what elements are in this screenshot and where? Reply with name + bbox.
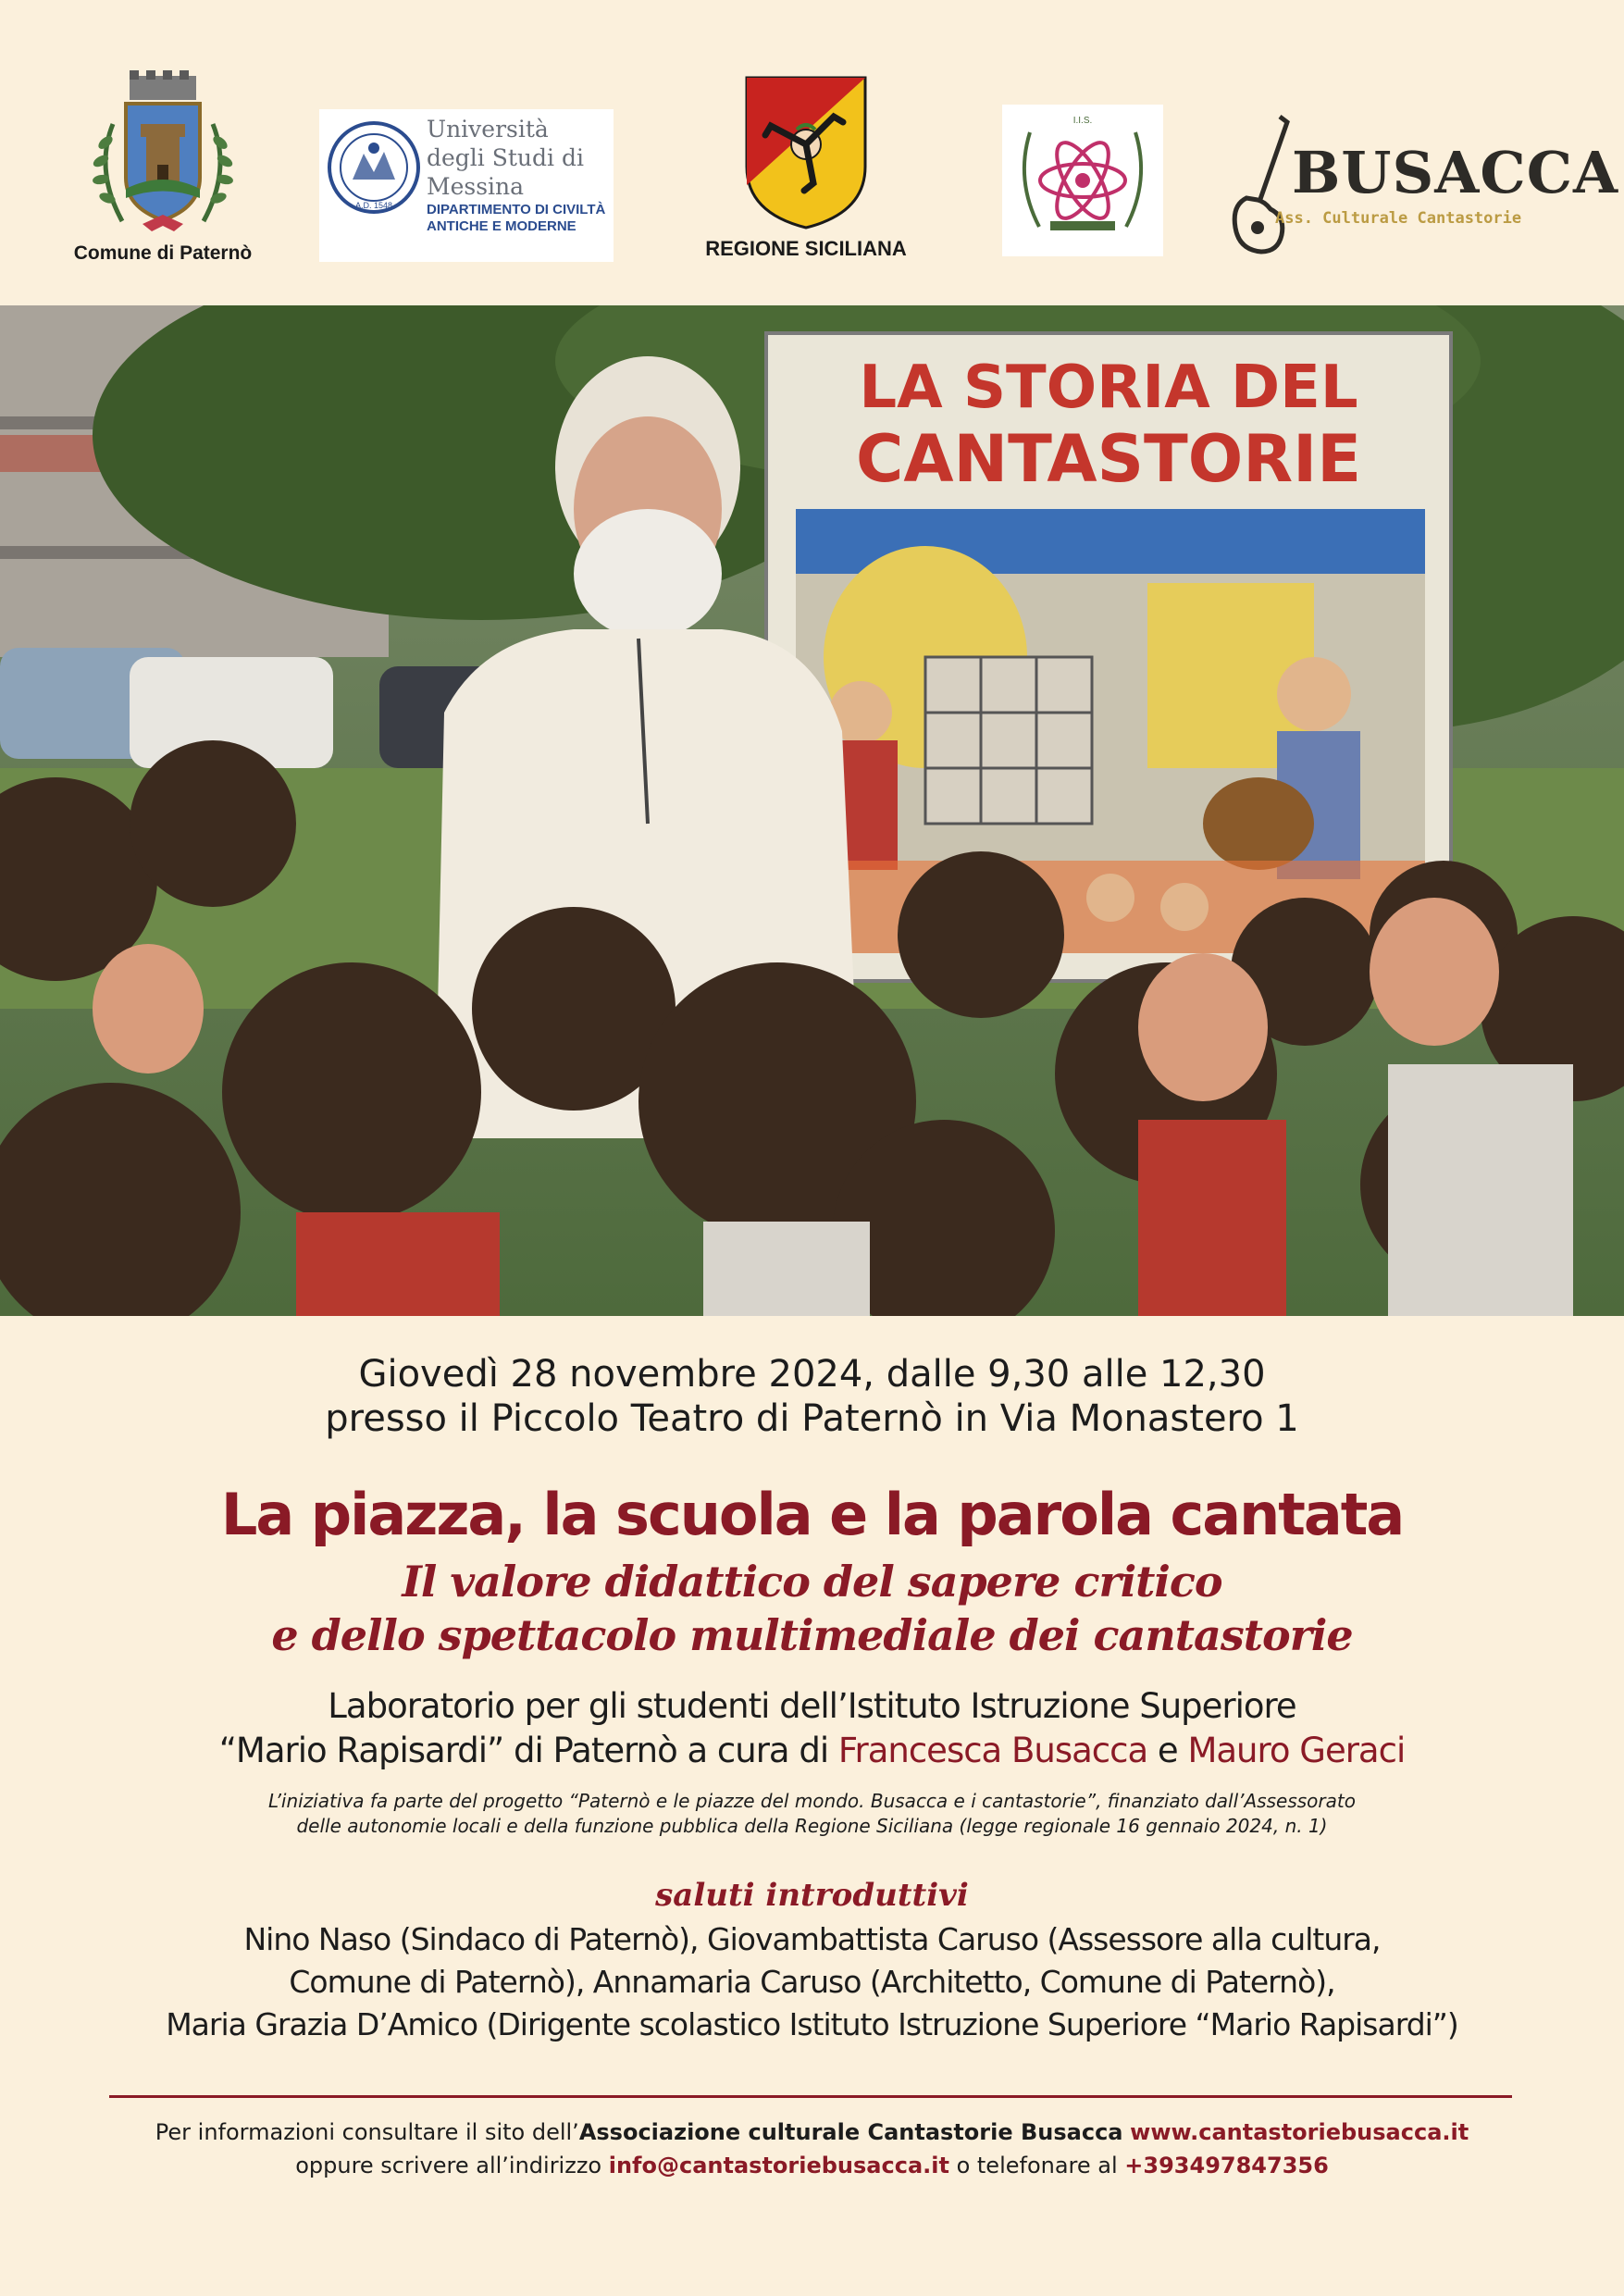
lab-text: “Mario Rapisardi” di Paternò a cura di — [218, 1731, 838, 1770]
unime-seal-icon — [327, 120, 421, 215]
banner-line: CANTASTORIE — [855, 421, 1362, 497]
project-note: L’iniziativa fa parte del progetto “Paternò e le piazze del mondo. Busacca e i cantastorie”, finanziato dall’Assessorato — [268, 1790, 1356, 1812]
divider — [109, 2095, 1512, 2098]
unime-seal-text: A.D. 1548 — [354, 201, 393, 210]
busacca-name: BUSACCA — [1292, 139, 1619, 206]
unime-name-line: Messina — [427, 173, 525, 200]
info-text: Per informazioni consultare il sito dell’ — [155, 2119, 579, 2145]
unime-name — [427, 115, 584, 201]
regione-caption: REGIONE SICILIANA — [705, 237, 907, 260]
saluti-line: Comune di Paternò), Annamaria Caruso (Architetto, Comune di Paternò), — [289, 1964, 1335, 2000]
lab-text: e — [1147, 1731, 1188, 1770]
istituto-logo-icon — [1002, 105, 1163, 256]
lab-curators-line — [0, 1731, 1624, 1770]
lab-description: Laboratorio per gli studenti dell’Istituto Istruzione Superiore — [328, 1686, 1296, 1726]
saluti-line: Maria Grazia D’Amico (Dirigente scolastico Istituto Istruzione Superiore “Mario Rapisardi”) — [166, 2006, 1458, 2042]
event-subtitle: Il valore didattico del sapere critico — [402, 1557, 1222, 1607]
event-date: Giovedì 28 novembre 2024, dalle 9,30 alle 12,30 — [358, 1353, 1266, 1396]
info-text: o telefonare al — [948, 2153, 1125, 2178]
banner-line: LA STORIA DEL — [859, 354, 1358, 422]
info-text: oppure scrivere all’indirizzo — [295, 2153, 609, 2178]
event-place: presso il Piccolo Teatro di Paternò in Via Monastero 1 — [325, 1397, 1299, 1440]
guitar-icon — [1226, 113, 1300, 261]
event-photo — [0, 305, 1624, 1316]
website-link[interactable]: www.cantastoriebusacca.it — [1130, 2119, 1469, 2145]
info-line — [0, 2153, 1624, 2178]
busacca-subtitle: Ass. Culturale Cantastorie — [1275, 209, 1522, 228]
unime-name-line: degli Studi di — [427, 144, 584, 171]
saluti-heading: saluti introduttivi — [655, 1877, 969, 1914]
email-link[interactable]: info@cantastoriebusacca.it — [608, 2153, 949, 2178]
unime-name-line: Università — [427, 116, 549, 143]
unime-logo — [319, 109, 614, 262]
cantastorie-photo-illustration — [0, 305, 1624, 1316]
info-text — [1123, 2119, 1131, 2145]
project-note: delle autonomie locali e della funzione pubblica della Regione Siciliana (legge regionale 16 gennaio 2024, n. 1) — [296, 1815, 1328, 1837]
comune-paterno-crest-icon — [85, 68, 241, 241]
curator-name: Mauro Geraci — [1187, 1731, 1406, 1770]
unime-department — [427, 202, 605, 235]
unime-dept-line: ANTICHE E MODERNE — [427, 218, 576, 234]
istituto-seal-text: I.I.S. — [1072, 116, 1093, 126]
info-line — [0, 2119, 1624, 2145]
curator-name: Francesca Busacca — [837, 1731, 1148, 1770]
comune-caption: Comune di Paternò — [73, 242, 253, 264]
event-title: La piazza, la scuola e la parola cantata — [220, 1481, 1404, 1548]
saluti-line: Nino Naso (Sindaco di Paternò), Giovambattista Caruso (Assessore alla cultura, — [243, 1921, 1381, 1957]
event-subtitle: e dello spettacolo multimediale dei cantastorie — [271, 1610, 1353, 1660]
logo-row — [0, 0, 1624, 305]
regione-siciliana-crest-icon — [743, 74, 869, 230]
unime-dept-line: DIPARTIMENTO DI CIVILTÀ — [427, 202, 606, 217]
association-name: Associazione culturale Cantastorie Busacca — [578, 2119, 1123, 2145]
phone-link[interactable]: +393497847356 — [1124, 2153, 1329, 2178]
